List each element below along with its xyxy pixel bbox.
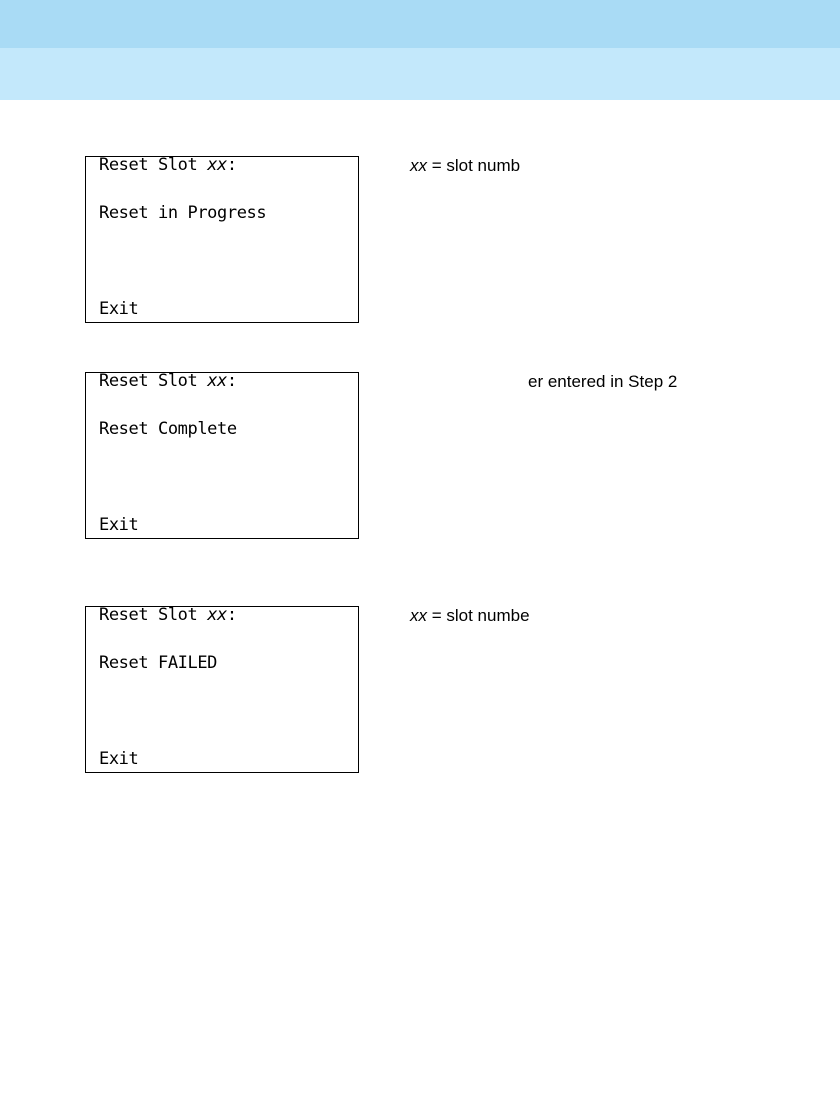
exit-option[interactable]: Exit [99, 749, 139, 769]
display-screen-reset-complete [85, 372, 359, 539]
screen-status: Reset Complete [99, 419, 237, 439]
display-screen-reset-in-progress [85, 156, 359, 323]
header-band-top [0, 0, 840, 48]
exit-option[interactable]: Exit [99, 299, 139, 319]
slot-number-note: xx = slot numbe [410, 606, 530, 625]
exit-option[interactable]: Exit [99, 515, 139, 535]
screen-status: Reset FAILED [99, 653, 218, 673]
slot-number-note: xx = slot numb [410, 156, 521, 175]
screen-title: Reset Slot xx: [99, 371, 237, 391]
screen-title: Reset Slot xx: [99, 605, 237, 625]
step-reference-note: er entered in Step 2 [528, 372, 678, 391]
screen-title: Reset Slot xx: [99, 155, 237, 175]
display-screen-reset-failed [85, 606, 359, 773]
screen-status: Reset in Progress [99, 203, 267, 223]
header-band-bottom [0, 48, 840, 100]
